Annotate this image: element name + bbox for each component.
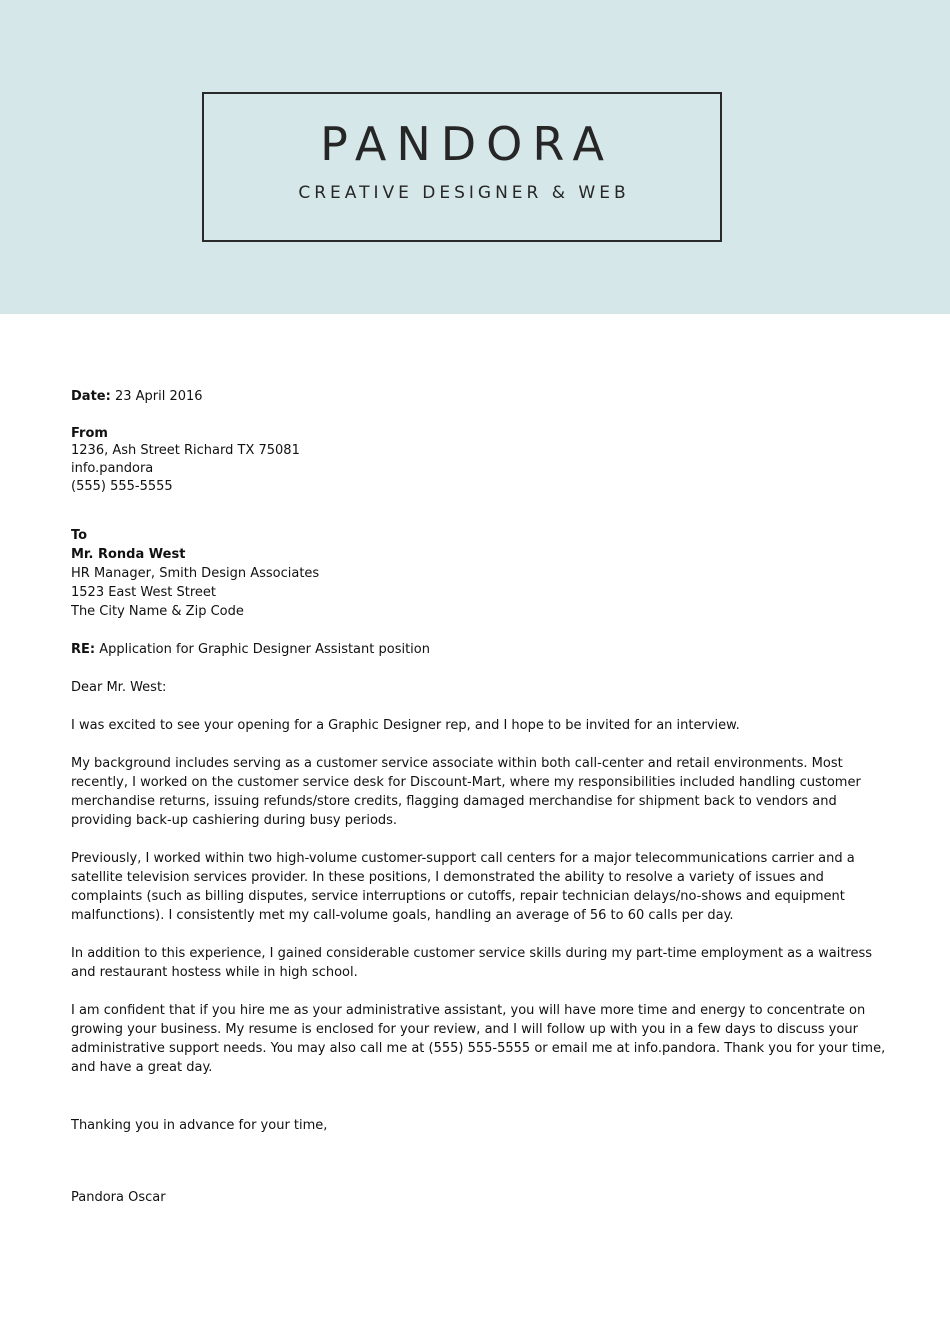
paragraph-line: growing your business. My resume is enclosed for your review, and I will follow up with you in a few days to discuss your [71,1022,858,1037]
paragraph-line: satellite television services provider. In these positions, I demonstrated the ability to resolve a variety of issues and [71,870,824,885]
closing: Thanking you in advance for your time, [71,1118,328,1133]
paragraph-line: malfunctions). I consistently met my call-volume goals, handling an average of 56 to 60 calls per day. [71,908,734,923]
paragraph-line: complaints (such as billing disputes, service interruptions or cutoffs, repair technician delays/no-shows and equipment [71,889,845,904]
name-box [202,92,722,242]
re-value: Application for Graphic Designer Assistant position [99,642,430,657]
paragraph [71,944,881,982]
paragraph-line: and have a great day. [71,1060,213,1075]
paragraph-line: I am confident that if you hire me as your administrative assistant, you will have more time and energy to concentrate on [71,1003,866,1018]
paragraph-line: providing back-up cashiering during busy periods. [71,813,398,828]
paragraph-line: I was excited to see your opening for a Graphic Designer rep, and I hope to be invited for an interview. [71,718,740,733]
date-label: Date: [71,389,111,404]
to-label: To [71,528,88,543]
paragraph [71,1001,886,1077]
from-email: info.pandora [71,461,154,476]
paragraph-line: Previously, I worked within two high-volume customer-support call centers for a major telecommunications carrier and a [71,851,855,866]
paragraph [71,849,881,925]
recipient-city: The City Name & Zip Code [71,604,244,619]
paragraph-line: My background includes serving as a customer service associate within both call-center and retail environments. Most [71,756,843,771]
applicant-name: PANDORA [320,117,614,171]
signature: Pandora Oscar [71,1190,166,1205]
paragraph-line: and restaurant hostess while in high school. [71,965,358,980]
recipient-position: HR Manager, Smith Design Associates [71,566,320,581]
date-line [71,387,881,406]
paragraph [71,754,881,830]
paragraph-line: administrative support needs. You may also call me at (555) 555-5555 or email me at info.pandora. Thank you for your time, [71,1041,886,1056]
re-line [71,640,881,659]
from-label: From [71,426,108,441]
date-value: 23 April 2016 [114,389,203,404]
paragraph-line: merchandise returns, issuing refunds/store credits, flagging damaged merchandise for shipment back to vendors and [71,794,837,809]
salutation: Dear Mr. West: [71,680,167,695]
from-phone: (555) 555-5555 [71,479,173,494]
recipient-name: Mr. Ronda West [71,547,186,562]
from-address: 1236, Ash Street Richard TX 75081 [71,443,300,458]
recipient-street: 1523 East West Street [71,585,216,600]
paragraph-line: recently, I worked on the customer service desk for Discount-Mart, where my responsibilities included handling customer [71,775,861,790]
applicant-title: CREATIVE DESIGNER & WEB [298,183,630,203]
paragraph-line: In addition to this experience, I gained considerable customer service skills during my part-time employment as a waitress [71,946,873,961]
re-label: RE: [71,642,96,657]
paragraph [71,716,881,735]
letter-body [71,387,886,1207]
